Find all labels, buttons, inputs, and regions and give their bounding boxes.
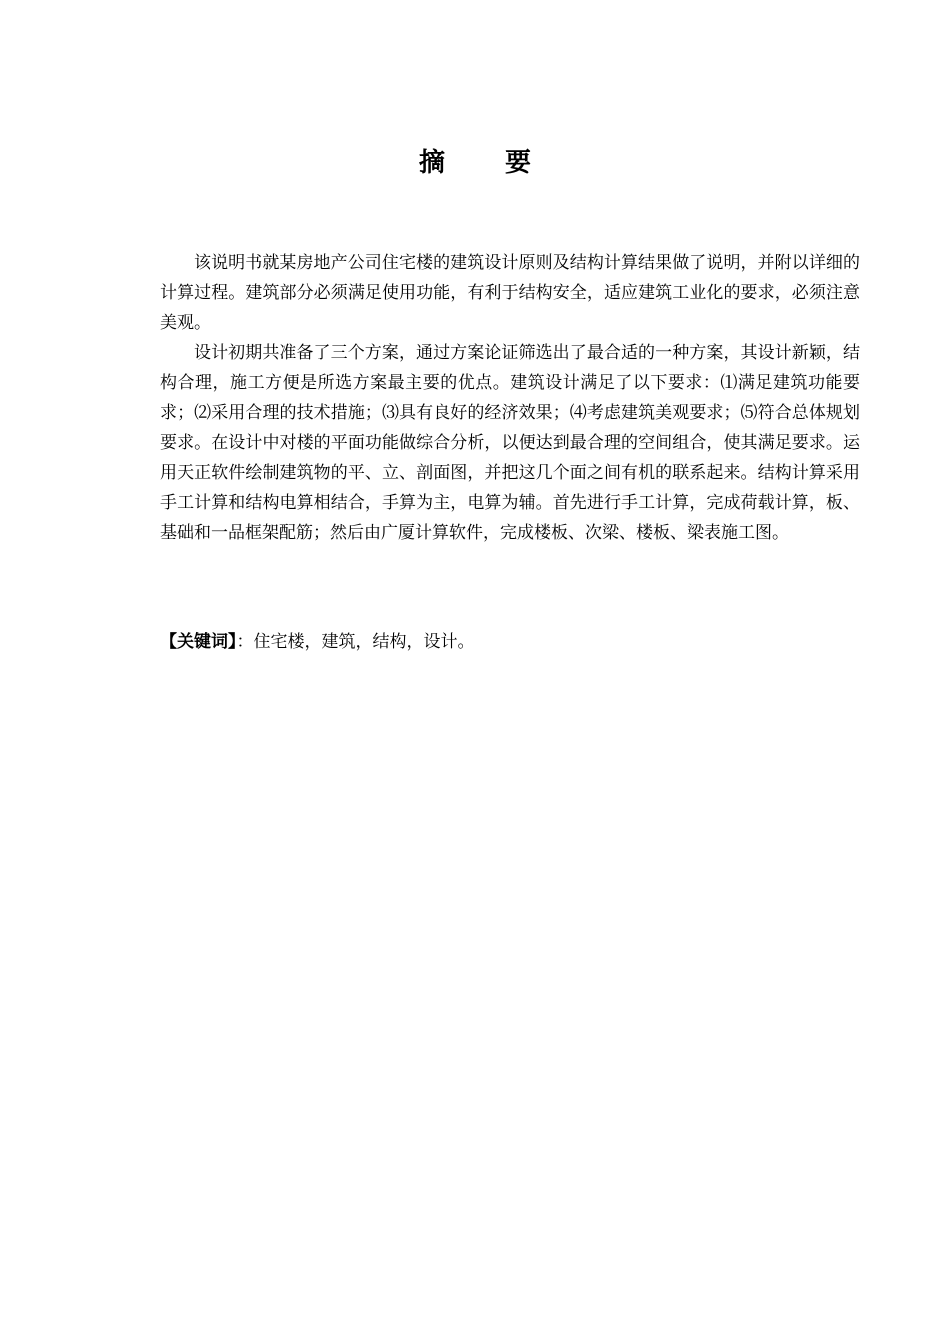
abstract-paragraph-1: 该说明书就某房地产公司住宅楼的建筑设计原则及结构计算结果做了说明，并附以详细的计算过程。建筑部分必须满足使用功能，有利于结构安全，适应建筑工业化的要求，必须注意美观。 xyxy=(160,253,860,333)
abstract-title xyxy=(0,145,950,181)
abstract-body xyxy=(160,248,860,548)
keywords-value: ：住宅楼，建筑，结构，设计。 xyxy=(236,632,475,652)
keywords-line xyxy=(160,627,860,657)
keywords-label: 【关键词】 xyxy=(160,632,237,652)
abstract-paragraph-2: 设计初期共准备了三个方案，通过方案论证筛选出了最合适的一种方案，其设计新颖，结构合理，施工方便是所选方案最主要的优点。建筑设计满足了以下要求：⑴满足建筑功能要求；⑵采用合理的技术措施；⑶具有良好的经济效果；⑷考虑建筑美观要求；⑸符合总体规划要求。在设计中对楼的平面功能做综合分析，以便达到最合理的空间组合，使其满足要求。运用天正软件绘制建筑物的平、立、剖面图，并把这几个面之间有机的联系起来。结构计算采用手工计算和结构电算相结合，手算为主，电算为辅。首先进行手工计算，完成荷载计算，板、基础和一品框架配筋；然后由广厦计算软件，完成楼板、次梁、楼板、梁表施工图。 xyxy=(160,343,860,543)
abstract-title-char-1: 摘 xyxy=(418,148,445,178)
abstract-title-char-2: 要 xyxy=(505,148,532,178)
